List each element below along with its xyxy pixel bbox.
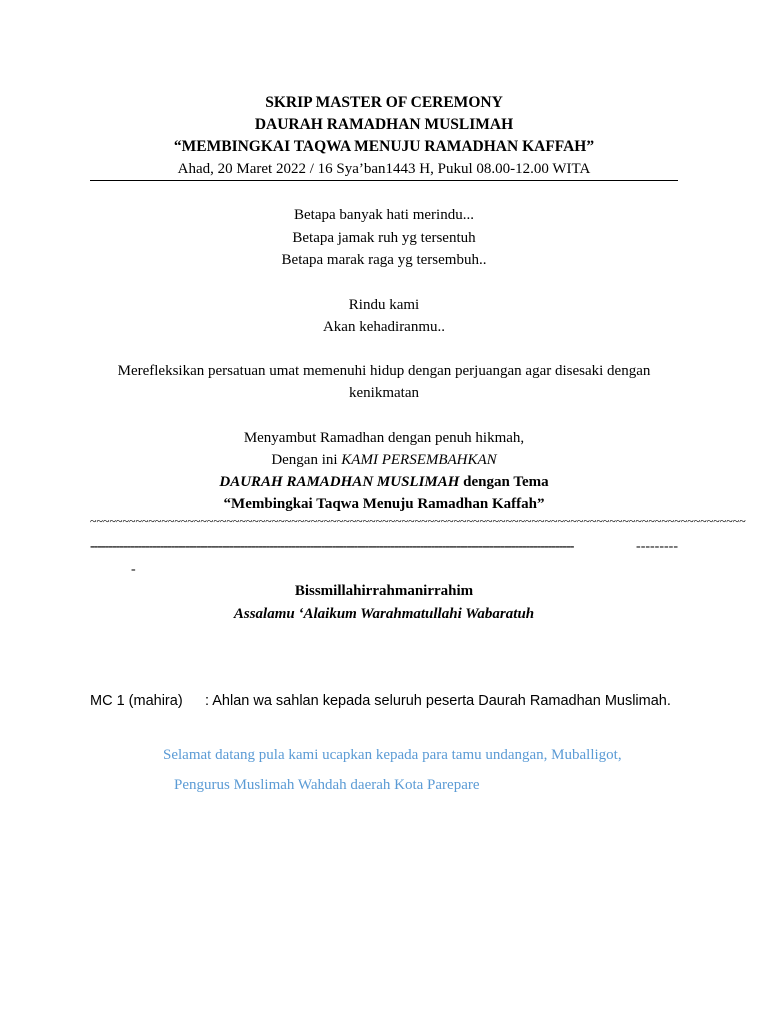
dash-separator-wrap: - — [131, 562, 136, 577]
document-header — [90, 92, 678, 180]
bismillah: Bissmillahirrahmanirrahim — [294, 583, 474, 599]
poem-emphasis: KAMI PERSEMBAHKAN — [341, 452, 497, 468]
poem-line: Betapa marak raga yg tersembuh.. — [281, 252, 487, 268]
poem-line: Akan kehadiranmu.. — [322, 319, 446, 335]
script-title: SKRIP MASTER OF CEREMONY — [265, 94, 503, 111]
header-rule — [90, 180, 678, 181]
poem-line: Menyambut Ramadhan dengan penuh hikmah, — [243, 430, 525, 446]
mc1-role: MC 1 (mahira) — [90, 693, 183, 709]
event-theme: “MEMBINGKAI TAQWA MENUJU RAMADHAN KAFFAH” — [173, 138, 595, 155]
poem-line: Merefleksikan persatuan umat memenuhi hidup dengan perjuangan agar disesaki dengan — [117, 363, 651, 379]
poem-text: dengan Tema — [459, 474, 549, 490]
dash-separator-bold: ------------------------------------------------------------------------------------------------------------------------------------ — [90, 539, 574, 554]
welcome-line: Pengurus Muslimah Wahdah daerah Kota Parepare — [174, 777, 480, 793]
event-date: Ahad, 20 Maret 2022 / 16 Sya’ban1443 H, Pukul 08.00-12.00 WITA — [177, 161, 591, 177]
poem-line: “Membingkai Taqwa Menuju Ramadhan Kaffah” — [223, 496, 545, 512]
mc1-text: : Ahlan wa sahlan kepada seluruh peserta Daurah Ramadhan Muslimah. — [205, 693, 671, 709]
welcome-line: Selamat datang pula kami ucapkan kepada para tamu undangan, Muballigot, — [163, 747, 622, 763]
poem-line — [90, 471, 678, 493]
event-title: DAURAH RAMADHAN MUSLIMAH — [254, 116, 514, 133]
poem-line: kenikmatan — [349, 385, 419, 401]
poem-text: Dengan ini — [271, 452, 342, 468]
poem-line: Betapa banyak hati merindu... — [294, 207, 474, 223]
salam: Assalamu ‘Alaikum Warahmatullahi Wabaratuh — [233, 606, 535, 622]
dash-separator-thin: --------- — [636, 539, 678, 554]
poem-line: Betapa jamak ruh yg tersentuh — [292, 230, 476, 246]
poem-line — [90, 449, 678, 471]
poem-emphasis: DAURAH RAMADHAN MUSLIMAH — [219, 474, 460, 490]
tilde-separator: ~~~~~~~~~~~~~~~~~~~~~~~~~~~~~~~~~~~~~~~~~~~~~~~~~~~~~~~~~~~~~~~~~~~~~~~~~~~~~~~~~~~~~~~~~~~~~~~~~~~~~ — [90, 514, 746, 528]
poem-line: Rindu kami — [348, 297, 420, 313]
